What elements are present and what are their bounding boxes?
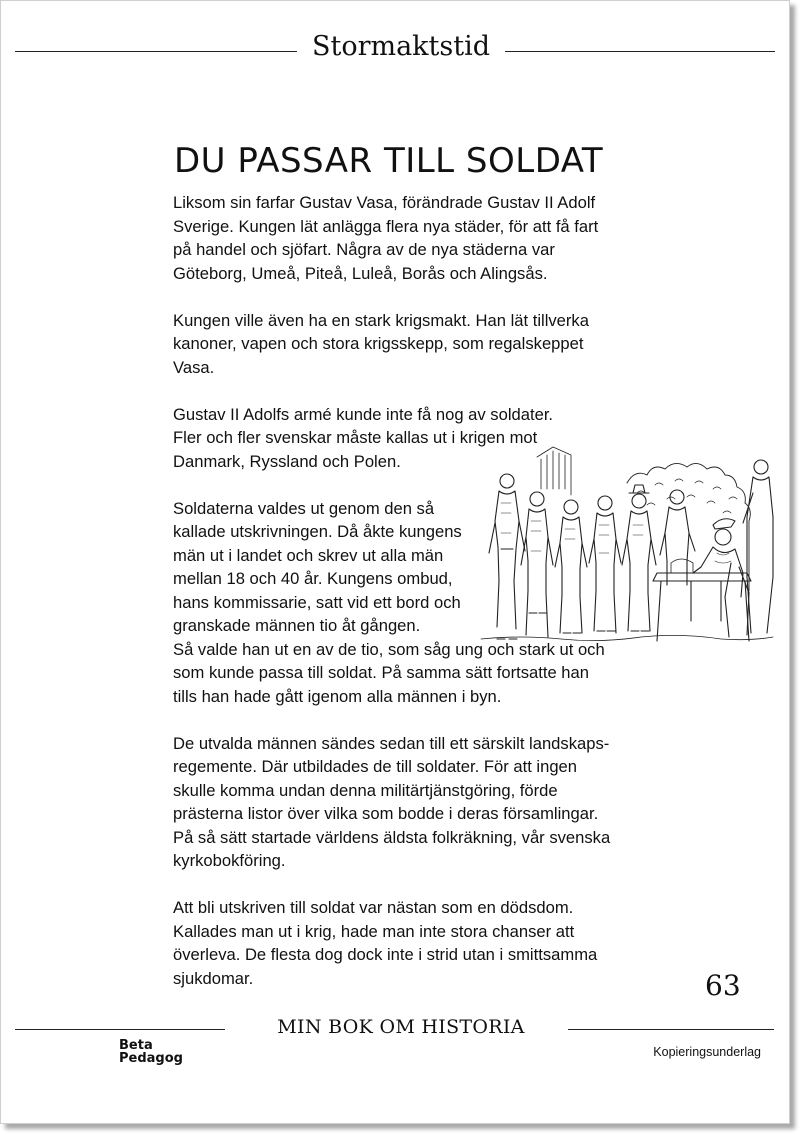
- text-line: kanoner, vapen och stora krigsskepp, som regalskeppet: [173, 334, 584, 353]
- text-line: granskade männen tio åt gången.: [173, 616, 421, 635]
- paragraph-5: [173, 732, 633, 873]
- copy-note: Kopieringsunderlag: [653, 1045, 761, 1059]
- paragraph-6: [173, 896, 633, 990]
- foliage-texture: [637, 479, 737, 513]
- text-line: De utvalda männen sändes sedan till ett särskilt landskaps-: [173, 733, 610, 753]
- text-line: Så valde han ut en av de tio, som såg ung och stark ut och: [173, 639, 605, 659]
- text-line: kyrkobokföring.: [173, 851, 286, 870]
- text-line: Soldaterna valdes ut genom den så: [173, 498, 435, 518]
- publisher-logo-line-2: Pedagog: [119, 1051, 183, 1066]
- conscription-illustration: [477, 433, 777, 645]
- footer-rule-left: [15, 1029, 225, 1030]
- man-figure-5: [622, 485, 656, 631]
- header-rule-left: [15, 51, 297, 52]
- priest-figure: [743, 460, 773, 633]
- paragraph-1: [173, 191, 633, 285]
- text-line: mellan 18 och 40 år. Kungens ombud,: [173, 569, 453, 588]
- man-figure-2: [521, 492, 553, 637]
- text-line: På så sätt startade världens äldsta folkräkning, vår svenska: [173, 827, 611, 847]
- text-line: kallade utskrivningen. Då åkte kungens: [173, 522, 462, 541]
- page-number: 63: [705, 969, 741, 1002]
- text-line: Göteborg, Umeå, Piteå, Luleå, Borås och Alingsås.: [173, 263, 548, 283]
- text-line: på handel och sjöfart. Några av de nya städerna var: [173, 240, 555, 259]
- text-line: Kallades man ut i krig, hade man inte stora chanser att: [173, 921, 575, 941]
- text-line: tills han hade gått igenom alla männen i byn.: [173, 686, 502, 706]
- footer-rule-right: [568, 1029, 774, 1030]
- text-line: Fler och fler svenskar måste kallas ut i krigen mot: [173, 428, 538, 447]
- article-title: DU PASSAR TILL SOLDAT: [174, 141, 604, 181]
- text-line: Vasa.: [173, 357, 215, 377]
- text-line: skulle komma undan denna militärtjänstgöring, förde: [173, 780, 558, 800]
- man-figure-3: [555, 500, 587, 633]
- man-figure-1: [489, 474, 525, 639]
- text-line: överleva. De flesta dog dock inte i strid utan i smittsamma: [173, 945, 598, 964]
- publisher-logo-line-1: Beta: [119, 1038, 153, 1053]
- publisher-logo: [119, 1039, 183, 1065]
- text-line: Kungen ville även ha en stark krigsmakt. Han lät tillverka: [173, 310, 589, 330]
- paragraph-2: [173, 309, 633, 380]
- man-figure-4: [589, 496, 621, 633]
- table: [653, 559, 751, 641]
- gable: [537, 447, 571, 495]
- book-title: MIN BOK OM HISTORIA: [277, 1016, 525, 1038]
- text-line: Liksom sin farfar Gustav Vasa, förändrade Gustav II Adolf: [173, 193, 596, 212]
- man-figure-6: [660, 490, 695, 585]
- text-line: prästerna listor över vilka som bodde i deras församlingar.: [173, 804, 599, 823]
- text-line: regemente. Där utbildades de till soldater. För att ingen: [173, 757, 578, 776]
- text-line: som kunde passa till soldat. På samma sätt fortsatte han: [173, 663, 589, 682]
- text-line: män ut i landet och skrev ut alla män: [173, 545, 444, 565]
- chapter-heading: Stormaktstid: [311, 31, 491, 62]
- text-line: Sverige. Kungen lät anlägga flera nya städer, för att få fart: [173, 216, 599, 236]
- text-line: sjukdomar.: [173, 968, 254, 988]
- text-line: Danmark, Ryssland och Polen.: [173, 451, 401, 471]
- text-line: Gustav II Adolfs armé kunde inte få nog av soldater.: [173, 404, 554, 424]
- text-line: Att bli utskriven till soldat var nästan som en dödsdom.: [173, 898, 574, 917]
- text-line: hans kommissarie, satt vid ett bord och: [173, 592, 461, 612]
- header-rule-right: [505, 51, 775, 52]
